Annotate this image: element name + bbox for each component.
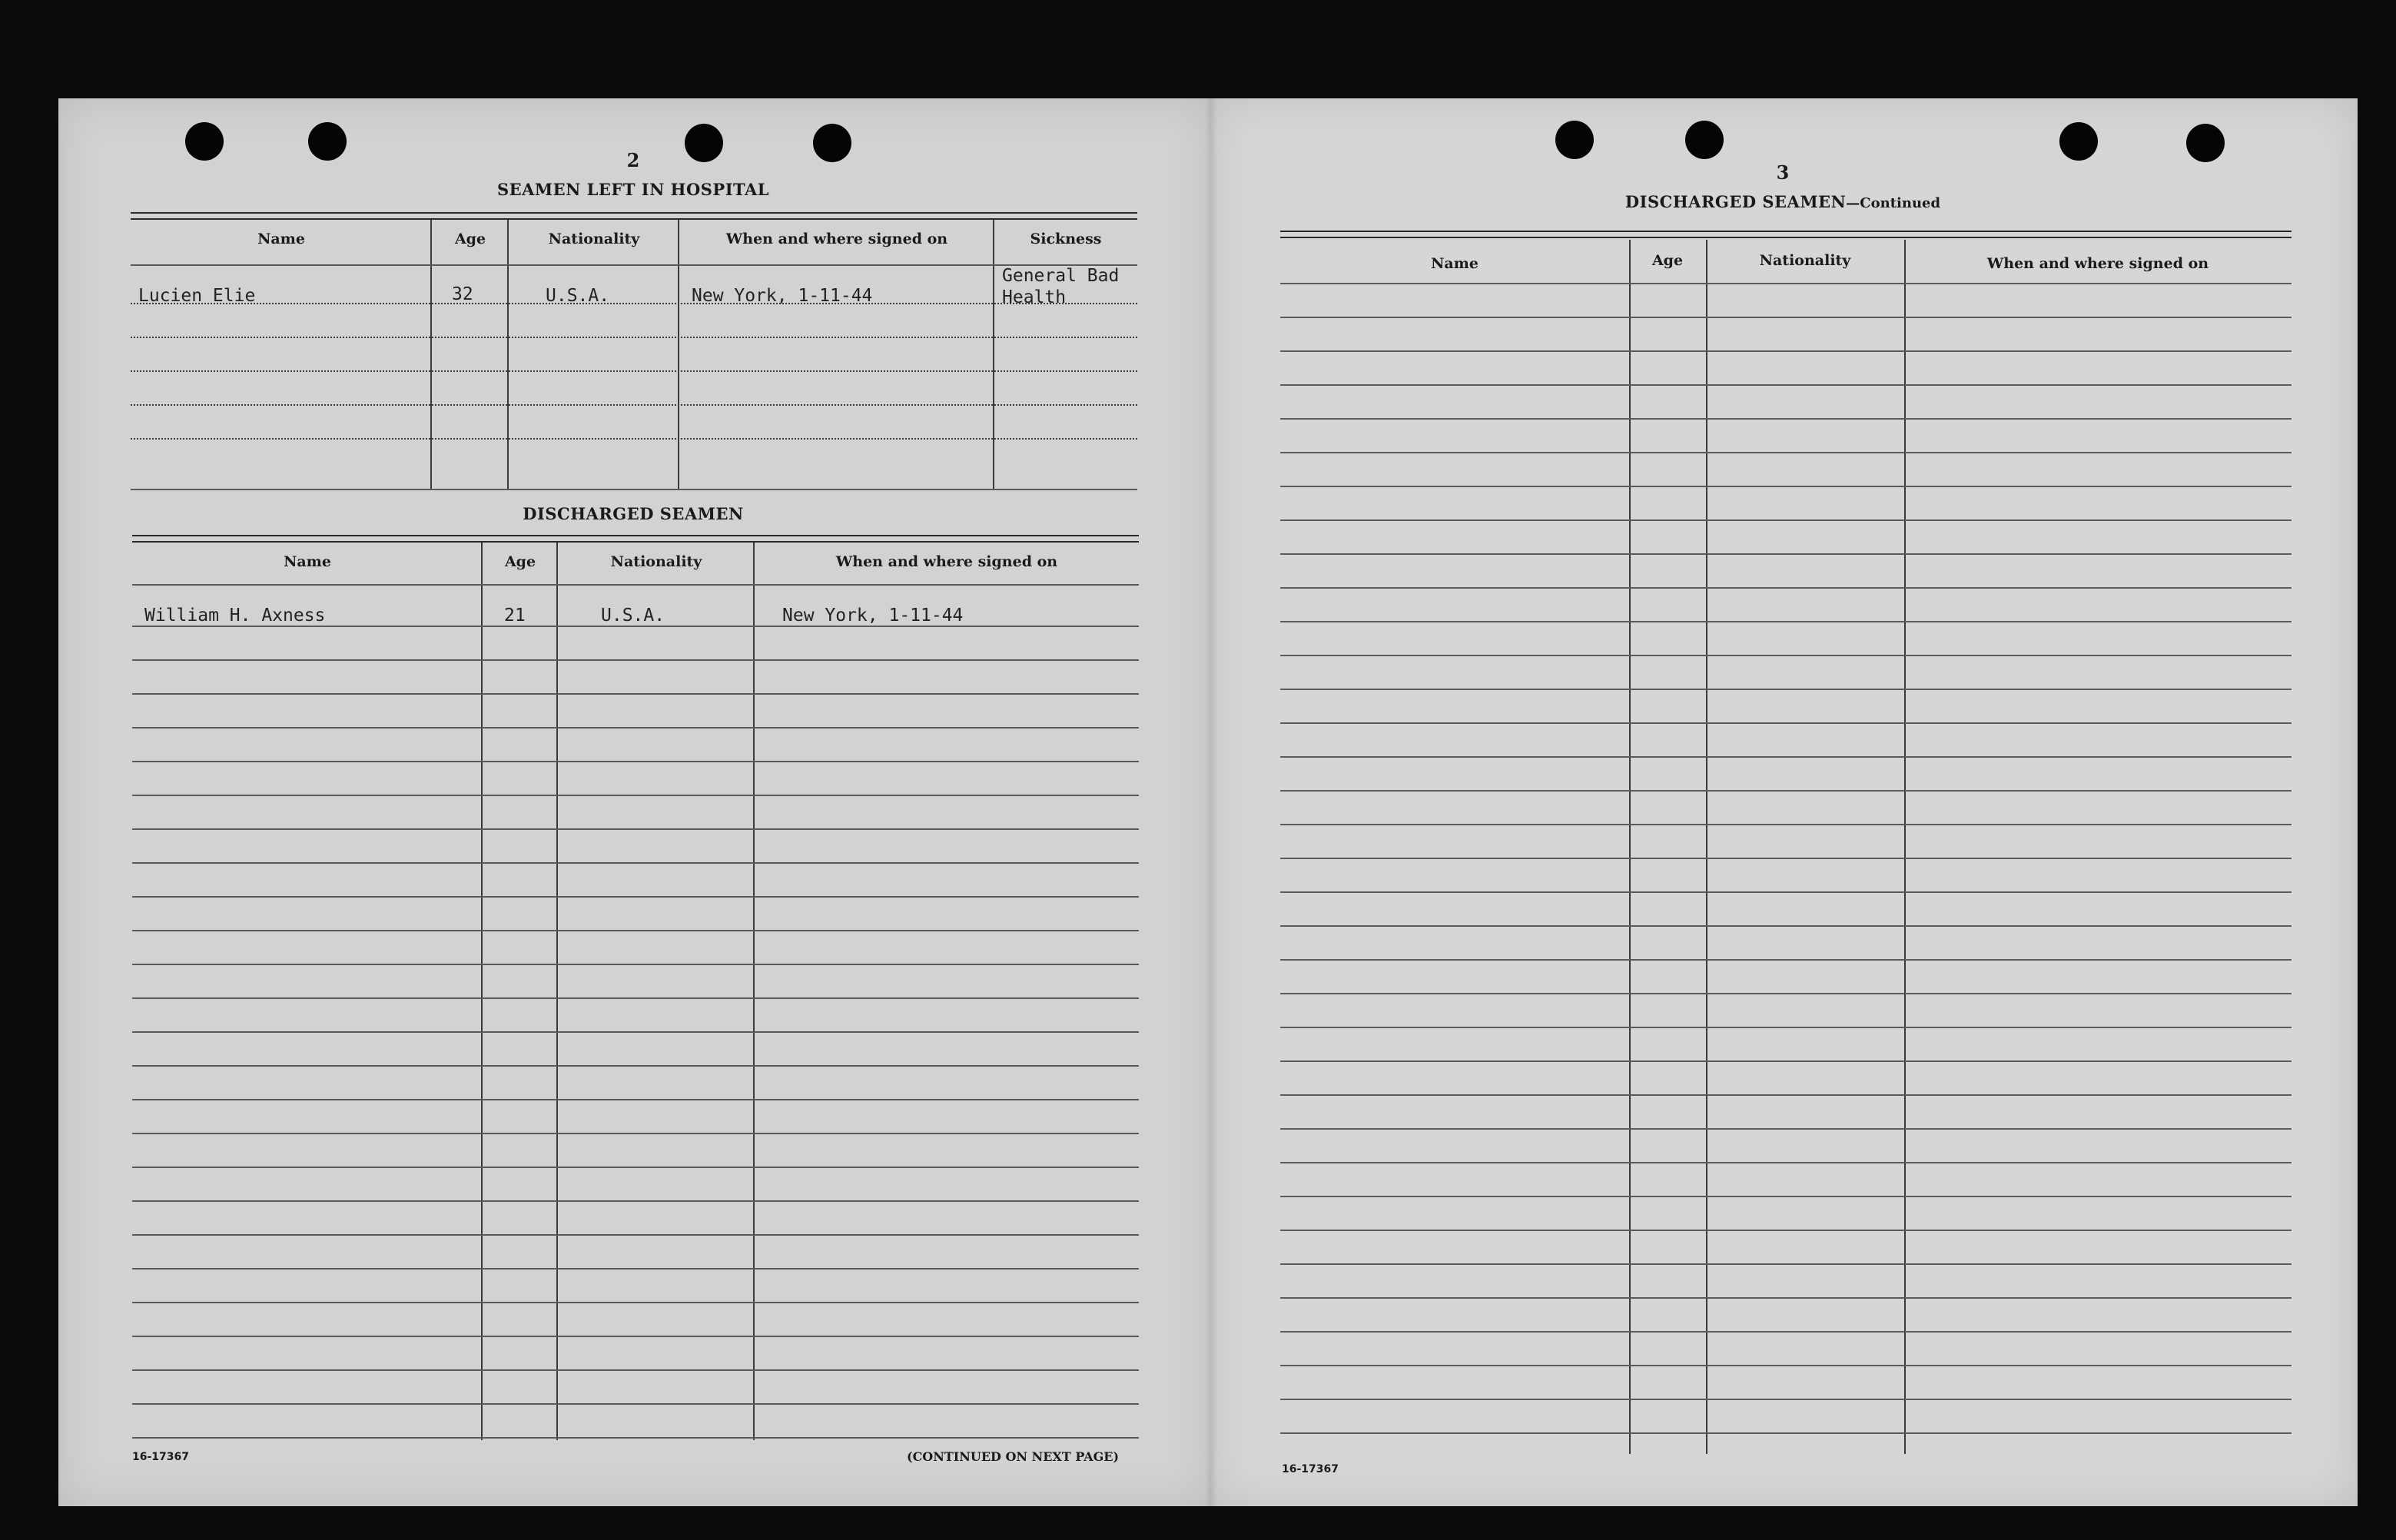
punch-hole <box>685 124 723 162</box>
ruled-line <box>132 659 1139 661</box>
ruled-line <box>132 964 1139 965</box>
ruled-line <box>1280 350 2291 352</box>
hospital-row-age: 32 <box>452 284 473 304</box>
ruled-line <box>1280 418 2291 420</box>
ruled-line <box>1280 587 2291 589</box>
ruled-line <box>1280 1128 2291 1130</box>
page-fold <box>1205 98 1217 1506</box>
ruled-line <box>1280 655 2291 656</box>
col-head-signed-on: When and where signed on <box>1986 255 2209 272</box>
discharged-row-age: 21 <box>504 606 526 626</box>
ruled-line <box>1280 1196 2291 1197</box>
col-head-nationality: Nationality <box>610 553 702 570</box>
table-top-rule <box>1280 231 2291 238</box>
ruled-line <box>1280 452 2291 453</box>
form-code: 16-17367 <box>132 1451 189 1463</box>
ruled-line <box>132 1403 1139 1405</box>
ruled-line <box>1280 858 2291 859</box>
ruled-line <box>132 1167 1139 1168</box>
ruled-line <box>1280 891 2291 893</box>
col-head-age: Age <box>1651 252 1684 269</box>
ruled-line <box>1280 1094 2291 1096</box>
col-head-signed-on: When and where signed on <box>725 231 948 247</box>
ruled-line <box>1280 790 2291 792</box>
discharged-row-signed-on: New York, 1-11-44 <box>782 606 964 626</box>
ruled-line <box>132 997 1139 999</box>
ruled-line <box>1280 722 2291 724</box>
ruled-line <box>132 1099 1139 1100</box>
ruled-line <box>1280 756 2291 758</box>
punch-hole <box>185 122 224 161</box>
continued-note: (CONTINUED ON NEXT PAGE) <box>907 1449 1120 1464</box>
discharged-row-nationality: U.S.A. <box>601 606 665 626</box>
ruled-line <box>1280 1263 2291 1265</box>
ruled-line <box>132 761 1139 762</box>
page-number: 3 <box>1776 161 1790 184</box>
ruled-line <box>1280 621 2291 622</box>
ruled-line <box>1280 1027 2291 1028</box>
ruled-line <box>1280 1365 2291 1366</box>
punch-hole <box>813 124 851 162</box>
hospital-table <box>131 212 1137 490</box>
punch-hole <box>2059 122 2098 161</box>
ruled-line <box>1280 925 2291 927</box>
title-main: DISCHARGED SEAMEN <box>1624 192 1847 211</box>
ruled-line <box>132 1369 1139 1371</box>
discharged-table <box>132 535 1139 1440</box>
ruled-line <box>132 828 1139 830</box>
ruled-line <box>1280 1230 2291 1231</box>
discharged-table <box>1280 231 2291 1454</box>
table-top-rule <box>132 535 1139 543</box>
ruled-line <box>132 693 1139 695</box>
hospital-row-sickness: Health <box>1002 287 1067 307</box>
ruled-line <box>132 795 1139 796</box>
hospital-row-nationality: U.S.A. <box>546 286 610 306</box>
ruled-line <box>1280 283 2291 284</box>
discharged-continued-title <box>1625 192 1940 211</box>
col-head-age: Age <box>454 231 486 247</box>
ruled-line <box>1280 519 2291 521</box>
col-head-nationality: Nationality <box>1759 252 1851 269</box>
ruled-line <box>1280 486 2291 487</box>
page-number: 2 <box>626 149 640 171</box>
ruled-line <box>132 896 1139 898</box>
col-head-name: Name <box>257 231 305 247</box>
ruled-line <box>132 930 1139 931</box>
ruled-line <box>132 727 1139 729</box>
table-top-rule <box>131 212 1137 220</box>
ruled-line <box>1280 384 2291 386</box>
ruled-line <box>1280 1399 2291 1400</box>
hospital-row-name: Lucien Elie <box>138 286 256 306</box>
ruled-line <box>132 1268 1139 1270</box>
hospital-section-title: SEAMEN LEFT IN HOSPITAL <box>496 180 770 199</box>
ruled-line <box>1280 959 2291 961</box>
form-code: 16-17367 <box>1282 1463 1339 1475</box>
ruled-line <box>132 1234 1139 1236</box>
punch-hole <box>1685 121 1724 159</box>
col-head-nationality: Nationality <box>548 231 640 247</box>
punch-hole <box>1555 121 1594 159</box>
discharged-row-name: William H. Axness <box>144 606 326 626</box>
discharged-section-title: DISCHARGED SEAMEN <box>523 504 744 523</box>
ruled-line <box>1280 317 2291 318</box>
ruled-line <box>132 862 1139 864</box>
ruled-line <box>132 1336 1139 1337</box>
ruled-line <box>132 1302 1139 1303</box>
ruled-line <box>1280 1432 2291 1434</box>
ruled-line <box>132 1200 1139 1202</box>
col-head-name: Name <box>284 553 331 570</box>
ruled-line <box>132 1031 1139 1033</box>
hospital-row-sickness: General Bad <box>1002 266 1120 286</box>
ruled-line <box>1280 824 2291 825</box>
punch-hole <box>2186 124 2225 162</box>
ruled-line <box>1280 553 2291 555</box>
hospital-row-signed-on: New York, 1-11-44 <box>692 286 873 306</box>
ruled-line <box>1280 1162 2291 1163</box>
col-head-name: Name <box>1431 255 1478 272</box>
ruled-line <box>1280 1060 2291 1062</box>
col-head-age: Age <box>504 553 536 570</box>
col-head-signed-on: When and where signed on <box>835 553 1058 570</box>
ruled-line <box>132 1065 1139 1067</box>
ruled-line <box>132 626 1139 627</box>
ruled-line <box>1280 993 2291 994</box>
col-head-sickness: Sickness <box>1030 231 1102 247</box>
ruled-line <box>1280 689 2291 690</box>
ruled-line <box>132 1133 1139 1134</box>
title-suffix: —Continued <box>1846 195 1941 211</box>
punch-hole <box>308 122 347 161</box>
ruled-line <box>1280 1331 2291 1333</box>
ruled-line <box>1280 1297 2291 1299</box>
ruled-line <box>132 1437 1139 1439</box>
